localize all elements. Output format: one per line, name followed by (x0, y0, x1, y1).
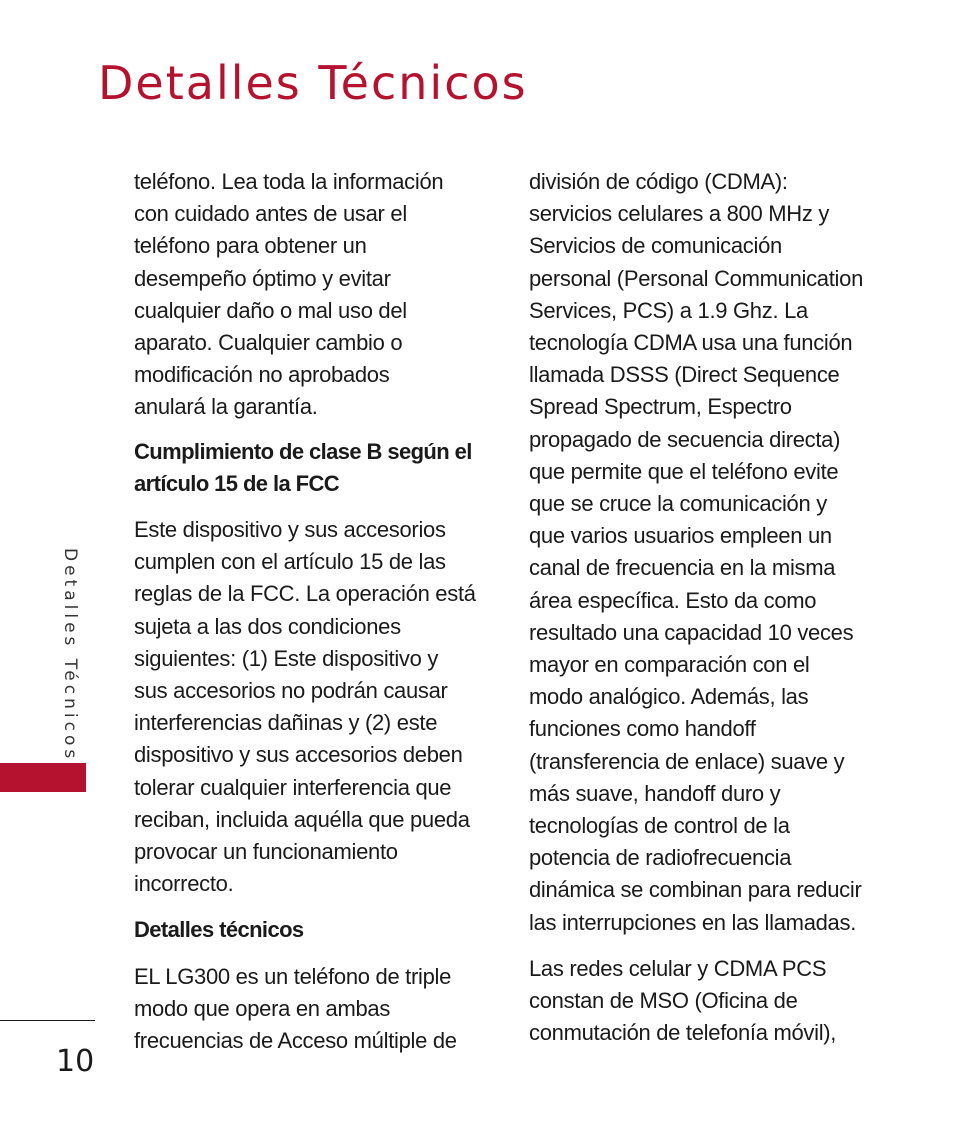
paragraph-line: frecuencias de Acceso múltiple de (134, 1028, 457, 1054)
paragraph-line: las interrupciones en las llamadas. (529, 909, 857, 935)
paragraph-line: sujeta a las dos condiciones (134, 613, 401, 639)
paragraph-line: siguientes: (1) Este dispositivo y (134, 645, 439, 671)
paragraph-line: tecnología CDMA usa una función (529, 330, 853, 356)
paragraph-line: con cuidado antes de usar el (134, 201, 407, 227)
paragraph-line: sus accesorios no podrán causar (134, 678, 448, 704)
paragraph-line: servicios celulares a 800 MHz y (529, 201, 830, 227)
paragraph-line: Services, PCS) a 1.9 Ghz. La (529, 297, 808, 323)
spacer (134, 900, 484, 914)
fcc-heading (134, 436, 484, 500)
paragraph-line: provocar un funcionamiento (134, 839, 398, 865)
cdma-paragraph (529, 166, 879, 939)
paragraph-line: anulará la garantía. (134, 394, 318, 420)
spacer (134, 500, 484, 514)
paragraph-line: que varios usuarios empleen un (529, 523, 832, 549)
paragraph-line: personal (Personal Communication (529, 265, 864, 291)
heading-line: Detalles técnicos (134, 917, 304, 943)
right-text-column (529, 166, 879, 1049)
paragraph-line: teléfono. Lea toda la información (134, 169, 444, 194)
paragraph-line: funciones como handoff (529, 716, 756, 742)
spacer (529, 939, 879, 953)
paragraph-line: más suave, handoff duro y (529, 780, 781, 806)
heading-line: Cumplimiento de clase B según el (134, 438, 472, 464)
paragraph-line: Servicios de comunicación (529, 233, 782, 259)
paragraph-line: cualquier daño o mal uso del (134, 297, 407, 323)
page-title: Detalles Técnicos (98, 56, 528, 110)
paragraph-line: Este dispositivo y sus accesorios (134, 517, 446, 543)
paragraph-line: constan de MSO (Oficina de (529, 988, 798, 1014)
paragraph-line: modo que opera en ambas (134, 995, 391, 1021)
paragraph-line: reglas de la FCC. La operación está (134, 581, 476, 607)
paragraph-line: dispositivo y sus accesorios deben (134, 742, 463, 768)
paragraph-line: incorrecto. (134, 871, 234, 897)
paragraph-line: división de código (CDMA): (529, 169, 788, 194)
paragraph-line: teléfono para obtener un (134, 233, 367, 259)
spacer (134, 424, 484, 436)
left-text-column (134, 166, 484, 1057)
page-number: 10 (56, 1044, 95, 1079)
paragraph-line: potencia de radiofrecuencia (529, 845, 792, 871)
paragraph-line: Las redes celular y CDMA PCS (529, 955, 827, 981)
paragraph-line: llamada DSSS (Direct Sequence (529, 362, 840, 388)
paragraph-line: área específica. Esto da como (529, 587, 817, 613)
paragraph-line: Spread Spectrum, Espectro (529, 394, 792, 420)
paragraph-line: conmutación de telefonía móvil), (529, 1020, 837, 1046)
paragraph-line: canal de frecuencia en la misma (529, 555, 836, 581)
tech-heading (134, 914, 484, 946)
heading-line: artículo 15 de la FCC (134, 470, 340, 496)
spacer (134, 947, 484, 961)
tech-paragraph (134, 961, 484, 1058)
intro-paragraph (134, 166, 484, 424)
paragraph-line: tolerar cualquier interferencia que (134, 774, 452, 800)
paragraph-line: cumplen con el artículo 15 de las (134, 549, 446, 575)
paragraph-line: modificación no aprobados (134, 362, 390, 388)
paragraph-line: dinámica se combinan para reducir (529, 877, 862, 903)
paragraph-line: modo analógico. Además, las (529, 684, 809, 710)
paragraph-line: reciban, incluida aquélla que pueda (134, 806, 470, 832)
section-side-label: Detalles Técnicos (60, 548, 80, 763)
paragraph-line: que permite que el teléfono evite (529, 458, 839, 484)
paragraph-line: aparato. Cualquier cambio o (134, 330, 403, 356)
paragraph-line: EL LG300 es un teléfono de triple (134, 963, 452, 989)
paragraph-line: (transferencia de enlace) suave y (529, 748, 845, 774)
network-paragraph (529, 953, 879, 1050)
paragraph-line: tecnologías de control de la (529, 813, 790, 839)
paragraph-line: interferencias dañinas y (2) este (134, 710, 438, 736)
paragraph-line: mayor en comparación con el (529, 652, 810, 678)
paragraph-line: resultado una capacidad 10 veces (529, 619, 854, 645)
paragraph-line: desempeño óptimo y evitar (134, 265, 391, 291)
section-tab-marker (0, 763, 86, 792)
fcc-paragraph (134, 514, 484, 900)
paragraph-line: propagado de secuencia directa) (529, 426, 841, 452)
paragraph-line: que se cruce la comunicación y (529, 491, 827, 517)
footer-divider (0, 1020, 95, 1021)
